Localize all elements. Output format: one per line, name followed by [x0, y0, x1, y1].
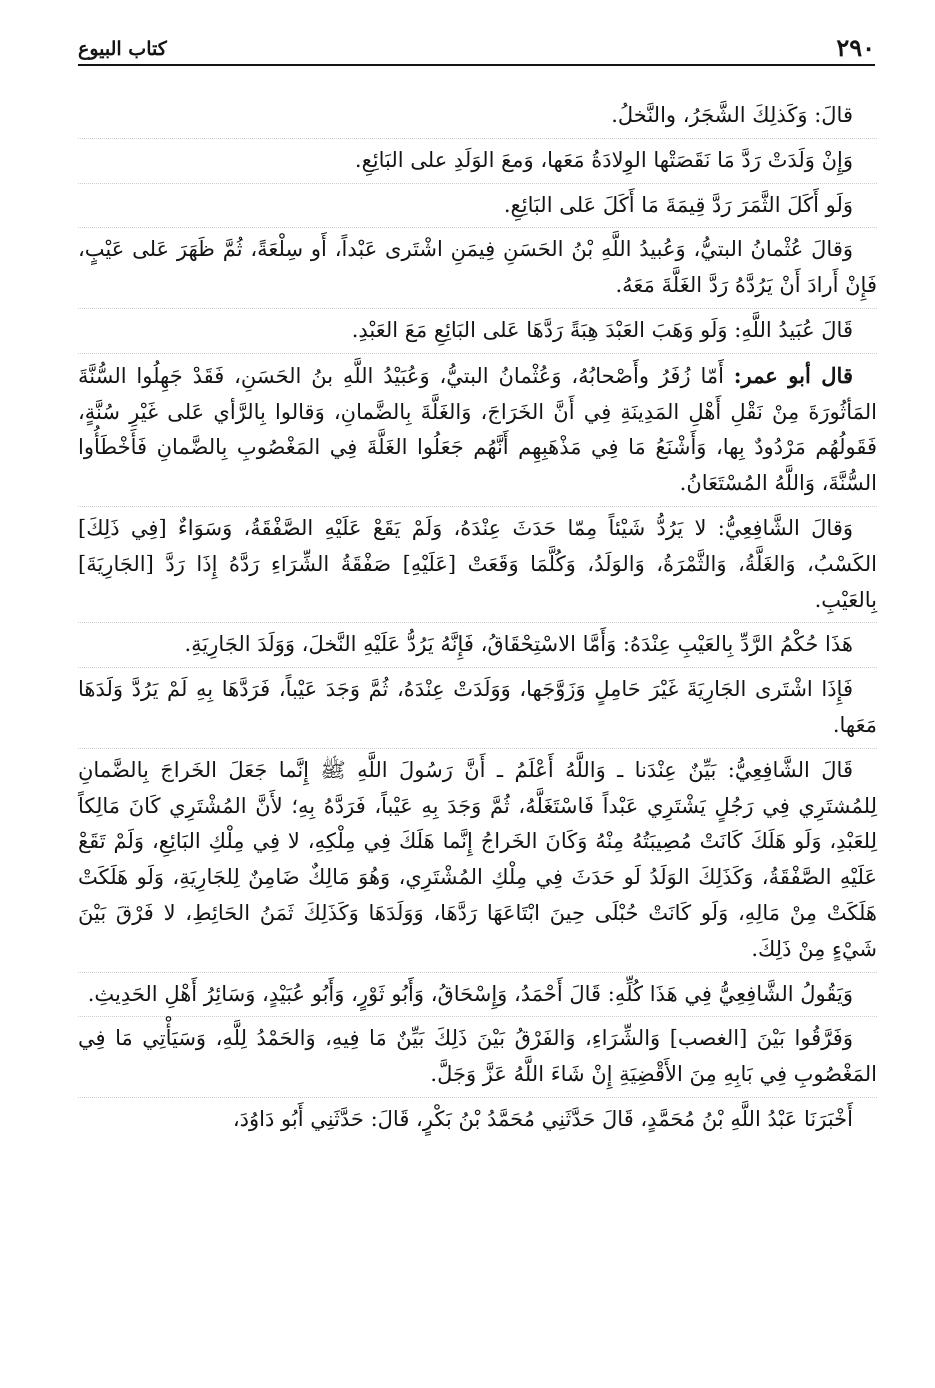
- paragraph-text: وَقالَ عُثْمانُ البتيُّ، وَعُبيدُ اللَّهِ بْنُ الحَسَنِ فِيمَنِ اشْتَرى عَبْداً، أَو سِلْعَةً، ثُمَّ ظَهَرَ عَلى عَيْبٍ، فَإِنْ أَرادَ أَنْ يَرُدَّهُ رَدَّ الغَلَّةَ مَعَهُ.: [78, 237, 877, 298]
- paragraph: [78, 972, 877, 1013]
- paragraph-text: أَمّا زُفَرُ وأَصْحابُهُ، وَعُثْمانُ البتيُّ، وَعُبَيْدُ اللَّهِ بنُ الحَسَنِ، فَقَدْ جَهِلُوا السُّنَّةَ المَأثُورَةَ مِنْ نَقْلِ أَهْلِ المَدِينَةِ فِي أَنَّ الخَرَاجَ، وَالغَلَّةَ بِالضَّمانِ، وَقالوا بِالرَّأي عَلى غَيْرِ سُنَّةٍ، فَقَولُهُم مَرْدُودٌ بِها، وَأَشْنَعُ مَا فِي مَذْهَبِهِم أَنَّهُم جَعَلُوا الغَلَّةَ فِي المَغْصُوبِ بِالضَّمانِ فَأَخْطَأُوا السُّنَّةَ، وَاللَّهُ المُسْتَعَانُ.: [78, 363, 877, 496]
- paragraph-text: وَقالَ الشَّافِعِيُّ: لا يَرُدُّ شَيْئاً مِمّا حَدَثَ عِنْدَهُ، وَلَمْ يَقَعْ عَلَيْهِ الصَّفْقَةُ، وَسَوَاءٌ [فِي ذَلِكَ] الكَسْبُ، وَالغَلَّةُ، وَالثَّمْرَةُ، وَالوَلَدُ، وَكُلَّمَا وَقَعَتْ [عَلَيْهِ] صَفْقَةُ الشِّرَاءِ رَدَّهُ إِذَا رَدَّ [الجَارِيَةَ] بِالعَيْبِ.: [78, 515, 877, 612]
- paragraph: [78, 1097, 877, 1138]
- paragraph-text: أَخْبَرَنَا عَبْدُ اللَّهِ بْنُ مُحَمَّدٍ، قَالَ حَدَّثَنِي مُحَمَّدُ بْنُ بَكْرٍ، قَالَ: حَدَّثَنِي أَبُو دَاوُدَ،: [232, 1106, 853, 1131]
- paragraph-text: قَالَ الشَّافِعِيُّ: بَيِّنٌ عِنْدَنا ـ وَاللَّهُ أَعْلَمُ ـ أَنَّ رَسُولَ اللَّهِ ﷺ إِنَّما جَعَلَ الخَراجَ بِالضَّمانِ لِلمُشتَرِي فِي رَجُلٍ يَشْتَرِي عَبْداً فَاسْتَغَلَّهُ، ثُمَّ وَجَدَ بِهِ عَيْباً، فَرَدَّهُ بِهِ؛ لأَنَّ المُشْتَرِي كَانَ مَالِكاً لِلعَبْدِ، وَلَو هَلَكَ كَانَتْ مُصِيبَتُهُ مِنْهُ وَكَانَ الخَراجُ إِنَّما هَلَكَ فِي مِلْكِهِ، لا فِي مِلْكِ البَائِعِ، وَلَمْ تَقَعْ عَلَيْهِ الصَّفْقَةُ، وَكَذَلِكَ الوَلَدُ لَو حَدَثَ فِي مِلْكِ المُشْتَرِي، وَهُوَ مَالِكٌ ضَامِنٌ لِلجَارِيَةِ، وَلَو هَلَكَتْ هَلَكَتْ مِنْ مَالِهِ، وَلَو كَانَتْ حُبْلَى حِينَ ابْتَاعَهَا رَدَّهَا، وَوَلَدَهَا وَكَذَلِكَ ثَمَنُ الحَائِطِ، لا فَرْقَ بَيْنَ شَيْءٍ مِنْ ذَلِكَ.: [78, 757, 877, 961]
- paragraph-text: وَإِنْ وَلَدَتْ رَدَّ مَا نَقَصَتْها الوِلادَةُ مَعَها، وَمعَ الوَلَدِ على البَائِعِ.: [354, 147, 853, 172]
- paragraph: [78, 183, 877, 224]
- paragraph: [78, 622, 877, 663]
- paragraph-text: قالَ: وَكَذلِكَ الشَّجَرُ، والنَّخلُ.: [611, 103, 853, 127]
- running-header: [78, 34, 875, 66]
- paragraph: [78, 138, 877, 179]
- paragraph: [78, 506, 877, 618]
- paragraph: [78, 227, 877, 304]
- paragraph: [78, 667, 877, 744]
- paragraph-text: وَفَرَّقُوا بَيْنَ [الغصب] وَالشِّرَاءِ، وَالفَرْقُ بَيْنَ ذَلِكَ بَيِّنٌ مَا فِيهِ، وَالحَمْدُ لِلَّهِ، وَسَيَأْتِي مَا فِي المَغْصُوبِ فِي بَابِهِ مِنَ الأَقْضِيَةِ إِنْ شَاءَ اللَّهُ عَزَّ وَجَلَّ.: [78, 1026, 877, 1087]
- paragraph-text: قَالَ عُبَيدُ اللَّهِ: وَلَو وَهَبَ العَبْدَ هِبَةً رَدَّهَا عَلى البَائِعِ مَعَ العَبْدِ.: [351, 317, 853, 342]
- paragraph: [78, 1016, 877, 1093]
- page-number: ٢٩٠: [836, 33, 875, 62]
- paragraph-text: هَذَا حُكْمُ الرَّدِّ بِالعَيْبِ عِنْدَهُ: وَأَمَّا الاسْتِحْقَاقُ، فَإِنَّهُ يَرُدُّ عَلَيْهِ النَّخلَ، وَوَلَدَ الجَارِيَةِ.: [184, 632, 853, 657]
- paragraph: [78, 353, 877, 502]
- body-text: [78, 98, 877, 1142]
- paragraph: [78, 308, 877, 349]
- paragraph: [78, 748, 877, 968]
- paragraph-text: وَيَقُولُ الشَّافِعِيُّ فِي هَذَا كُلِّهِ: قَالَ أَحْمَدُ، وَإِسْحَاقُ، وَأَبُو ثَوْرٍ، وَأَبُو عُبَيْدٍ، وَسَائِرُ أَهْلِ الحَدِيثِ.: [87, 981, 853, 1006]
- paragraph-text: فَإِذَا اشْتَرى الجَارِيَةَ غَيْرَ حَامِلٍ وَزَوَّجَها، وَوَلَدَتْ عِنْدَهُ، ثُمَّ وَجَدَ عَيْباً، فَرَدَّهَا بِهِ لَمْ يَرُدَّ وَلَدَهَا مَعَها.: [78, 677, 877, 737]
- paragraph-text: وَلَو أَكَلَ الثَّمَرَ رَدَّ قِيمَةَ مَا أَكَلَ عَلى البَائِعِ.: [503, 192, 853, 217]
- paragraph: [78, 98, 877, 134]
- book-title: كتاب البيوع: [78, 38, 167, 60]
- paragraph-lead: قال أبو عمر:: [733, 362, 853, 388]
